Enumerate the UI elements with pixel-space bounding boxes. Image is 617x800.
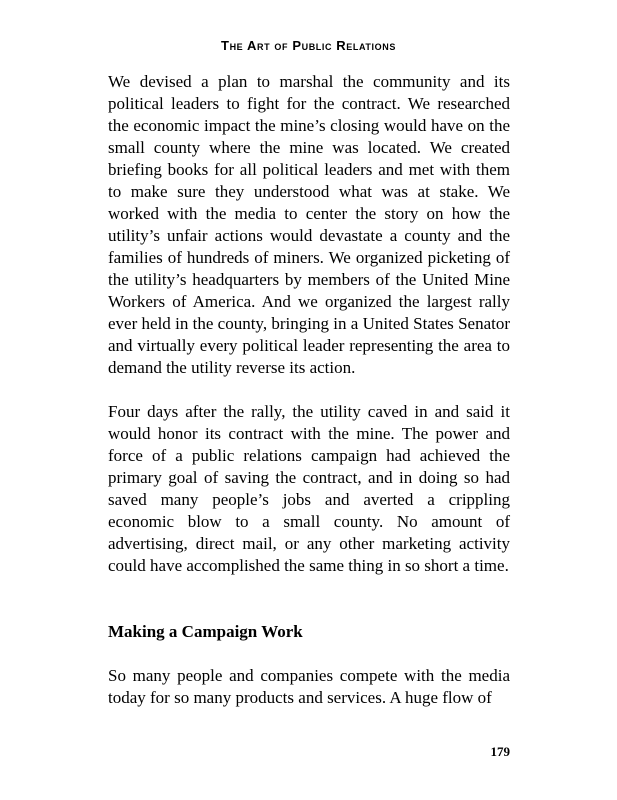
page-number: 179 — [490, 744, 510, 759]
paragraph-spacer — [108, 379, 510, 401]
section-spacer — [108, 577, 510, 621]
running-header-title: The Art of Public Relations — [221, 38, 396, 53]
paragraph-campaign-plan: We devised a plan to marshal the community and its political leaders to fight for the contract. We researched the economic impact the mine’s closing would have on the small county where the mine was located. We created briefing books for all political leaders and met with them to make sure they understood what was at stake. We worked with the media to center the story on how the utility’s unfair actions would devastate a county and the families of hundreds of miners. We organized picketing of the utility’s headquarters by members of the United Mine Workers of America. And we organized the largest rally ever held in the county, bringing in a United States Senator and virtually every political leader representing the area to demand the utility reverse its action. — [108, 72, 510, 377]
paragraph-rally-outcome: Four days after the rally, the utility caved in and said it would honor its contract with the mine. The power and force of a public relations campaign had achieved the primary goal of saving the contract, and in doing so had saved many people’s jobs and averted a crippling economic blow to a small county. No amount of advertising, direct mail, or any other marketing activity could have accomplished the same thing in so short a time. — [108, 402, 510, 575]
paragraph-competition: So many people and companies compete with the media today for so many products and services. A huge flow of — [108, 666, 510, 707]
section-heading: Making a Campaign Work — [108, 622, 303, 641]
heading-spacer — [108, 643, 510, 665]
body-text — [108, 71, 510, 709]
